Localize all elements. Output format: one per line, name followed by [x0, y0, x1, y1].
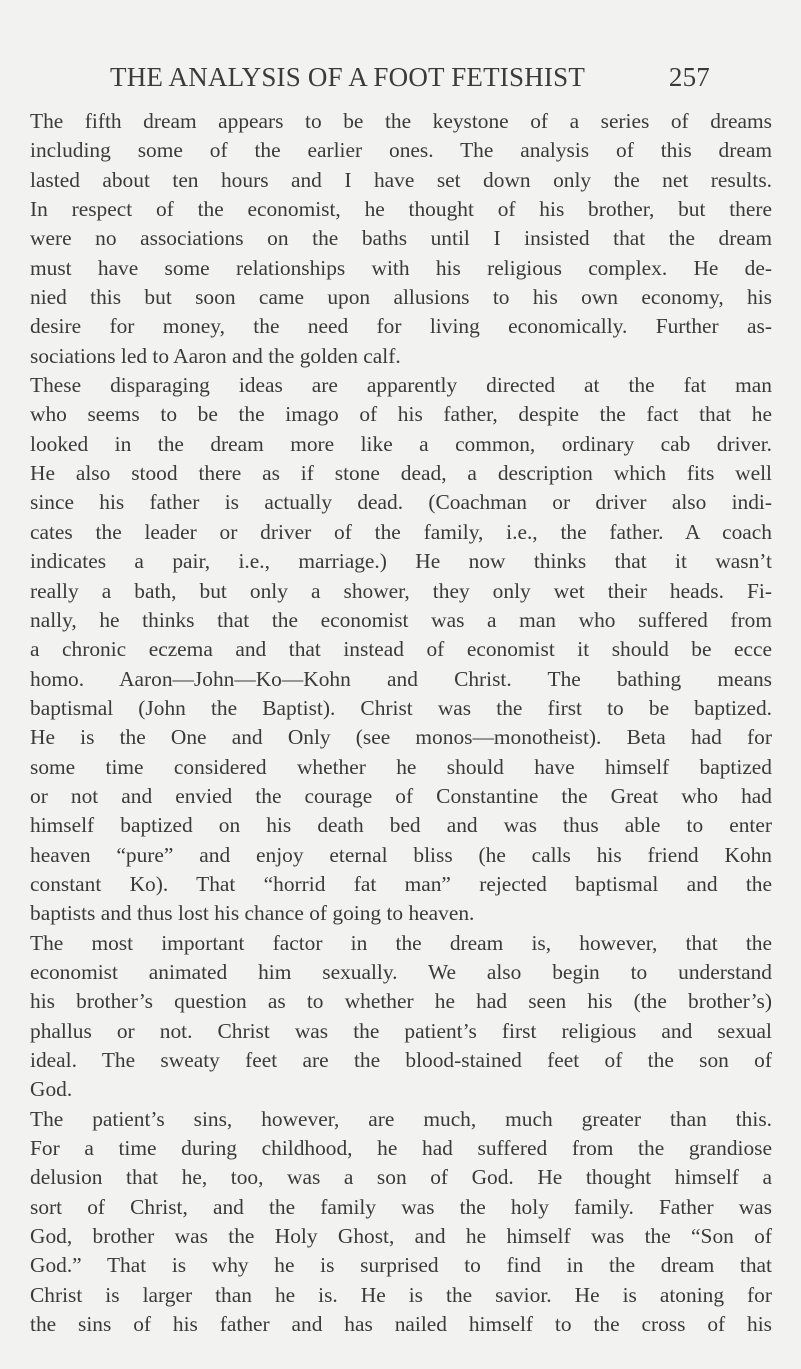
text-line: desire for money, the need for living economically. Further as- — [30, 314, 772, 339]
text-line: baptists and thus lost his chance of going to heaven. — [30, 901, 475, 926]
text-line: must have some relationships with his religious complex. He de- — [30, 255, 772, 280]
text-line: God, brother was the Holy Ghost, and he himself was the “Son of — [30, 1224, 772, 1249]
text-line: nally, he thinks that the economist was a man who suffered from — [30, 607, 772, 632]
text-line: The most important factor in the dream is, however, that the — [30, 930, 772, 955]
text-line: economist animated him sexually. We also begin to understand — [30, 959, 772, 984]
text-line: were no associations on the baths until I insisted that the dream — [30, 226, 772, 251]
page-number: 257 — [668, 62, 710, 92]
text-line: phallus or not. Christ was the patient’s first religious and sexual — [30, 1018, 772, 1043]
text-line: These disparaging ideas are apparently directed at the fat man — [30, 373, 772, 398]
text-line: himself baptized on his death bed and was thus able to enter — [30, 813, 772, 838]
text-line: He is the One and Only (see monos—monotheist). Beta had for — [30, 725, 772, 750]
text-line: his brother’s question as to whether he had seen his (the brother’s) — [30, 989, 772, 1014]
text-line: lasted about ten hours and I have set down only the net results. — [30, 167, 772, 192]
text-line: nied this but soon came upon allusions to his own economy, his — [30, 285, 772, 310]
text-line: God. — [30, 1077, 73, 1102]
text-line: heaven “pure” and enjoy eternal bliss (he calls his friend Kohn — [30, 842, 772, 867]
text-line: a chronic eczema and that instead of economist it should be ecce — [30, 637, 772, 662]
text-line: ideal. The sweaty feet are the blood-stained feet of the son of — [30, 1048, 772, 1072]
text-line: The patient’s sins, however, are much, much greater than this. — [30, 1106, 772, 1131]
text-line: He also stood there as if stone dead, a description which fits well — [30, 461, 772, 486]
text-line: sociations led to Aaron and the golden calf. — [30, 343, 401, 368]
text-line: delusion that he, too, was a son of God. He thought himself a — [30, 1165, 772, 1190]
text-line: Christ is larger than he is. He is the savior. He is atoning for — [30, 1282, 772, 1307]
text-line: or not and envied the courage of Constantine the Great who had — [30, 783, 772, 808]
text-line: since his father is actually dead. (Coachman or driver also indi- — [30, 490, 772, 515]
text-line: For a time during childhood, he had suffered from the grandiose — [30, 1136, 772, 1161]
text-line: constant Ko). That “horrid fat man” rejected baptismal and the — [30, 871, 772, 896]
text-line: really a bath, but only a shower, they only wet their heads. Fi- — [30, 578, 772, 603]
text-line: baptismal (John the Baptist). Christ was the first to be baptized. — [30, 695, 772, 720]
text-line: cates the leader or driver of the family, i.e., the father. A coach — [30, 519, 772, 544]
text-line: the sins of his father and has nailed himself to the cross of his — [30, 1312, 772, 1337]
text-line: some time considered whether he should have himself baptized — [30, 754, 772, 779]
running-header — [110, 62, 710, 102]
text-line: God.” That is why he is surprised to find in the dream that — [30, 1253, 772, 1278]
text-line: who seems to be the imago of his father, despite the fact that he — [30, 402, 772, 427]
running-title: THE ANALYSIS OF A FOOT FETISHIST — [110, 62, 586, 92]
text-line: looked in the dream more like a common, ordinary cab driver. — [30, 431, 772, 456]
body-text — [30, 107, 772, 1339]
text-line: including some of the earlier ones. The analysis of this dream — [30, 138, 772, 163]
text-line: The fifth dream appears to be the keystone of a series of dreams — [30, 109, 772, 133]
text-line: sort of Christ, and the family was the holy family. Father was — [30, 1194, 772, 1219]
text-line: indicates a pair, i.e., marriage.) He now thinks that it wasn’t — [30, 549, 772, 574]
text-line: In respect of the economist, he thought of his brother, but there — [30, 197, 772, 222]
text-line: homo. Aaron—John—Ko—Kohn and Christ. The bathing means — [30, 666, 772, 691]
